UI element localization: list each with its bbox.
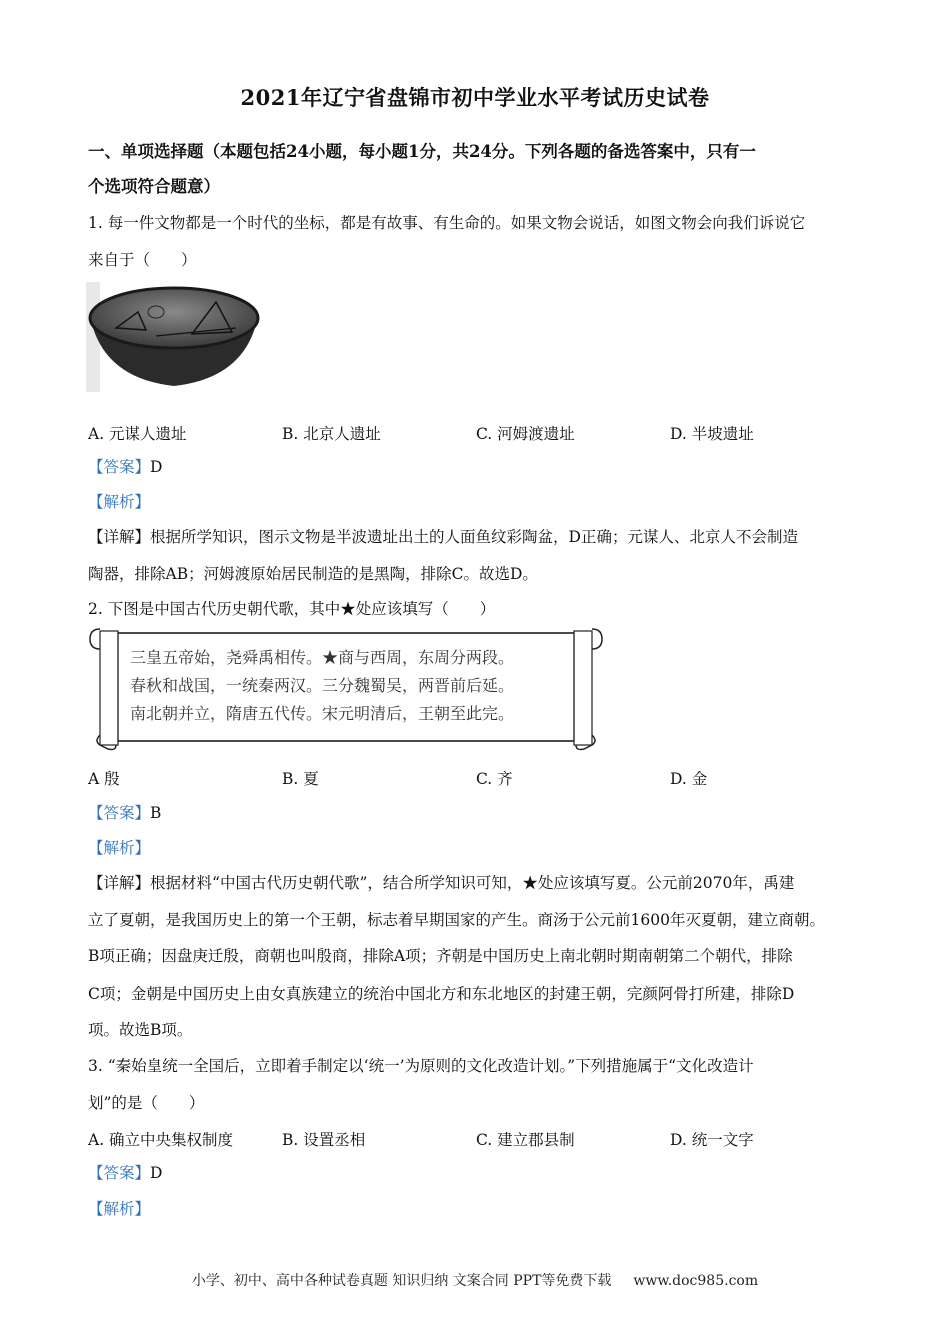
q2-answer: 【答案】B bbox=[88, 804, 162, 822]
q1-option-c: C. 河姆渡遗址 bbox=[476, 425, 575, 443]
q2-option-a: A 殷 bbox=[88, 770, 120, 788]
q2-option-b: B. 夏 bbox=[282, 770, 319, 788]
q3-option-b: B. 设置丞相 bbox=[282, 1131, 366, 1149]
page-title: 2021年辽宁省盘锦市初中学业水平考试历史试卷 bbox=[240, 85, 710, 110]
q1-analysis-label: 【解析】 bbox=[88, 493, 151, 511]
q3-option-a: A. 确立中央集权制度 bbox=[88, 1131, 234, 1149]
q3-stem-line1: 3. “秦始皇统一全国后，立即着手制定以‘统一’为原则的文化改造计划。”下列措施属于“文化改造计 bbox=[88, 1057, 754, 1075]
q1-answer bbox=[88, 457, 162, 477]
q1-option-a: A. 元谋人遗址 bbox=[88, 425, 187, 443]
q2-detail-line1: 【详解】根据材料“中国古代历史朝代歌”，结合所学知识可知，★处应该填写夏。公元前2070年，禹建 bbox=[88, 874, 795, 892]
q3-answer-value: D bbox=[150, 1164, 163, 1182]
q2-option-c: C. 齐 bbox=[476, 770, 513, 788]
q2-detail-line5: 项。故选B项。 bbox=[88, 1021, 193, 1039]
q3-option-c: C. 建立郡县制 bbox=[476, 1131, 575, 1149]
detail-label: 【详解】 bbox=[88, 528, 151, 546]
poem-line-1: 三皇五帝始，尧舜禹相传。★商与西周，东周分两段。 bbox=[130, 648, 515, 667]
q2-answer-value: B bbox=[150, 804, 162, 822]
footer-text: 小学、初中、高中各种试卷真题 知识归纳 文案合同 PPT等免费下载 bbox=[191, 1273, 612, 1289]
footer-link[interactable]: www.doc985.com bbox=[633, 1273, 759, 1289]
q1-stem-line2: 来自于（ ） bbox=[88, 251, 197, 269]
answer-label: 【答案】 bbox=[88, 458, 151, 476]
painted-pottery-basin-image bbox=[86, 282, 262, 392]
q3-stem-line2: 划”的是（ ） bbox=[88, 1094, 205, 1112]
poem-line-2: 春秋和战国，一统秦两汉。三分魏蜀吴，两晋前后延。 bbox=[130, 676, 515, 695]
q3-answer: 【答案】D bbox=[88, 1164, 163, 1182]
q2-detail-line3: B项正确；因盘庚迁殷，商朝也叫殷商，排除A项；齐朝是中国历史上南北朝时期南朝第二个朝代，排除 bbox=[88, 947, 793, 965]
q1-answer-value: D bbox=[150, 458, 163, 476]
q2-stem: 2. 下图是中国古代历史朝代歌，其中★处应该填写（ ） bbox=[88, 600, 496, 618]
q3-option-d: D. 统一文字 bbox=[670, 1131, 754, 1149]
q1-option-b: B. 北京人遗址 bbox=[282, 425, 381, 443]
section-heading-line1: 一、单项选择题（本题包括24小题，每小题1分，共24分。下列各题的备选答案中，只有一 bbox=[88, 142, 756, 161]
q2-detail-line4: C项；金朝是中国历史上由女真族建立的统治中国北方和东北地区的封建王朝，完颜阿骨打所建，排除D bbox=[88, 985, 795, 1003]
q1-stem-line1: 1. 每一件文物都是一个时代的坐标，都是有故事、有生命的。如果文物会说话，如图文物会向我们诉说它 bbox=[88, 214, 806, 232]
q1-detail-line1: 【详解】根据所学知识，图示文物是半波遗址出土的人面鱼纹彩陶盆，D正确；元谋人、北京人不会制造 bbox=[88, 528, 798, 546]
section-heading-line2: 个选项符合题意） bbox=[88, 177, 220, 196]
q1-option-d: D. 半坡遗址 bbox=[670, 425, 754, 443]
q2-detail-line2: 立了夏朝，是我国历史上的第一个王朝，标志着早期国家的产生。商汤于公元前1600年灭夏朝，建立商朝。 bbox=[88, 911, 825, 929]
q3-analysis-label: 【解析】 bbox=[88, 1200, 151, 1218]
dynasty-song-scroll-image bbox=[86, 625, 606, 751]
poem-line-3: 南北朝并立，隋唐五代传。宋元明清后，王朝至此完。 bbox=[130, 704, 515, 723]
q2-analysis-label: 【解析】 bbox=[88, 839, 151, 857]
q1-detail-line2: 陶器，排除AB；河姆渡原始居民制造的是黑陶，排除C。故选D。 bbox=[88, 565, 538, 583]
q2-option-d: D. 金 bbox=[670, 770, 708, 788]
page-footer bbox=[0, 1270, 950, 1290]
